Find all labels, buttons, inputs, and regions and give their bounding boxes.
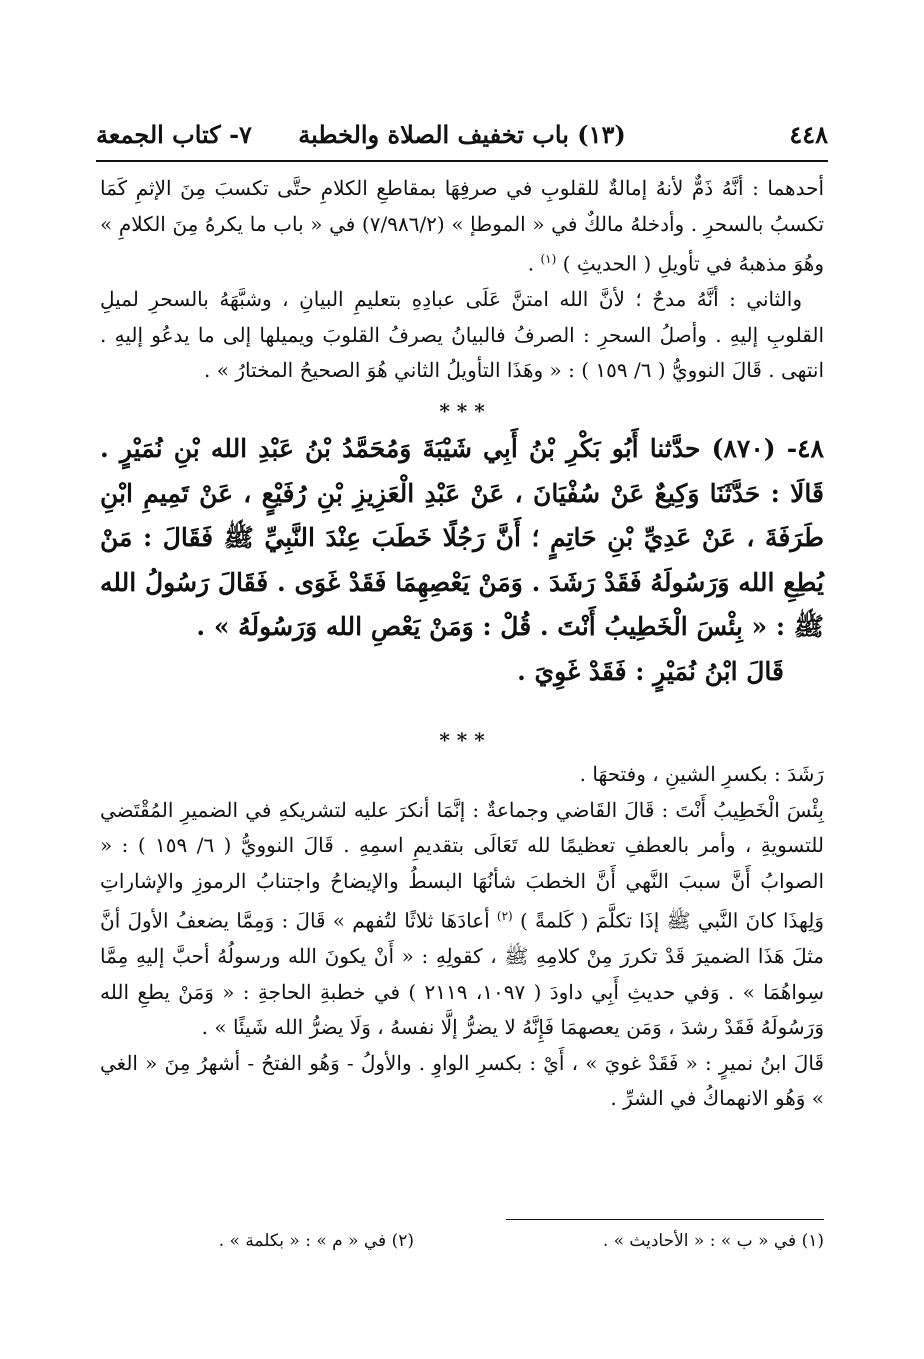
hadith-number: ٤٨- (٨٧٠) xyxy=(711,434,824,463)
hadith-block xyxy=(100,427,824,694)
commentary-paragraph: بِئْسَ الْخَطِيبُ أَنْتَ : قَالَ القَاضي وجماعةٌ : إنَّمَا أنكرَ عليه لتشريكهِ في الضميرِ المُقْتَضي للتسويةِ ، وأمر بالعطفِ تعظيمًا لله تَعَالَى بتقديمِ اسمِهِ . قَالَ النوويُّ ( ٦/ ١٥٩ ) : « الصوابُ أَنَّ سببَ النَّهي أَنَّ الخطبَ شأنُهَا البسطُ والإيضاحُ واجتنابُ الرموزِ والإشاراتِ وَلِهذَا كانَ النَّبي ﷺ إذَا تكلَّمَ ( كَلمةً ) $^{(٢)}$ أعادَهَا ثلاثًا لتُفهم » قَالَ : وَمِمَّا يضعفُ الأولَ أنَّ مثلَ هَذَا الضميرَ قَدْ تكررَ مِنْ كلامِهِ ﷺ ، كقولِهِ : « أَنْ يكونَ الله ورسولُهُ أحبَّ إليهِ مِمَّا سِواهُمَا » . وَفي حديثِ أَبِي داودَ ( ١٠٩٧، ٢١١٩ ) في خطبةِ الحاجةِ : « وَمَنْ يطعِ الله وَرَسُولَهُ فَقَدْ رشدَ ، وَمَن يعصهمَا فَإِنَّهُ لا يضرُّ إلَّا نفسهُ ، وَلَا يضرُّ الله شَيئًا » . xyxy=(100,797,824,1040)
footnote-ref: (١) xyxy=(540,252,557,266)
running-head xyxy=(96,120,828,156)
hadith-paragraph: قَالَ ابْنُ نُمَيْرٍ : فَقَدْ غَوِيَ . xyxy=(517,656,784,686)
commentary-paragraph: قَالَ ابنُ نميرٍ : « فَقَدْ غويَ » ، أَيْ : بكسرِ الواوِ . والأولُ - وَهُو الفتحُ - أشهرُ مِنَ « الغي » وَهُو الانهماكُ في الشرِّ . xyxy=(100,1050,824,1111)
footnote-2: (٢) في « م » : « بكلمة » . xyxy=(218,1231,414,1251)
footnote-rule xyxy=(506,1219,824,1220)
hadith-lead: حدَّثنا xyxy=(649,434,701,463)
section-separator: * * * xyxy=(439,728,485,752)
footnote-ref: (٢) xyxy=(496,909,513,923)
hadith-text: أَبُو بَكْرِ بْنُ أَبِي شَيْبَةَ وَمُحَمَّدُ بْنُ عَبْدِ الله بْنِ نُمَيْرٍ . قَالَا : حَدَّثَنَا وَكِيعٌ عَنْ سُفْيَانَ ، عَنْ عَبْدِ الْعَزِيزِ بْنِ رُفَيْعٍ ، عَنْ تَمِيمِ ابْنِ طَرَفَةَ ، عَنْ عَدِيِّ بْنِ حَاتِمٍ ؛ أَنَّ رَجُلًا خَطَبَ عِنْدَ النَّبِيِّ ﷺ فَقَالَ : مَنْ يُطِعِ الله وَرَسُولَهُ فَقَدْ رَشَدَ . وَمَنْ يَعْصِهِمَا فَقَدْ غَوَى . فَقَالَ رَسُولُ الله ﷺ : « بِئْسَ الْخَطِيبُ أَنْتَ . قُلْ : وَمَنْ يَعْصِ الله وَرَسُولَهُ » . xyxy=(100,434,824,641)
commentary-paragraph: والثاني : أنَّهُ مدحٌ ؛ لأنَّ الله امتنَّ عَلَى عبادِهِ بتعليمِ البيانِ ، وشبَّهَهُ بالسحرِ لميلِ القلوبِ إليهِ . وأصلُ السحرِ : الصرفُ فالبيانُ يصرفُ القلوبَ ويميلها إلى ما يدعُو إليهِ . انتهى . قَالَ النوويُّ ( ٦/ ١٥٩ ) : « وهَذَا التأويلُ الثاني هُوَ الصحيحُ المختارُ » . xyxy=(100,287,824,383)
page-number: ٤٤٨ xyxy=(789,120,828,149)
commentary-top xyxy=(100,171,824,389)
commentary-paragraph: أحدهما : أنَّهُ ذَمٌّ لأنهُ إمالةٌ للقلوبِ في صرفِهَا بمقاطعِ الكلامِ حتَّى تكسبَ مِنَ الإثمِ كَمَا تكسبُ بالسحرِ . وأدخلهُ مالكٌ في « الموطإ » (٧/٩٨٦/٢) في « باب ما يكرهُ مِنَ الكلامِ » وهُوَ مذهبهُ في تأويلِ ( الحديثِ ) $^{(١)}$ . xyxy=(100,176,825,276)
commentary-paragraph: رَشَدَ : بكسرِ الشينِ ، وفتحهَا . xyxy=(579,762,824,786)
commentary-bottom xyxy=(100,757,824,1117)
chapter-title: (١٣) باب تخفيف الصلاة والخطبة xyxy=(298,120,626,149)
book-title: ٧- كتاب الجمعة xyxy=(96,120,252,149)
header-rule xyxy=(96,160,828,162)
hadith-paragraph xyxy=(100,427,824,650)
footnote-1: (١) في « ب » : « الأحاديث » . xyxy=(602,1231,824,1251)
section-separator: * * * xyxy=(439,399,485,423)
